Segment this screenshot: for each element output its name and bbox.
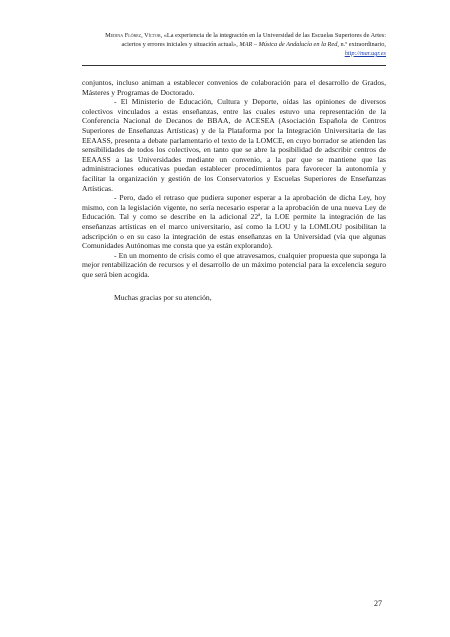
header-author: Medina Flórez, Víctor, — [105, 32, 163, 39]
header-issue: n.º extraordinario, — [338, 40, 386, 48]
page-number: 27 — [374, 599, 382, 608]
header-divider — [82, 65, 386, 66]
paragraph-1: conjuntos, incluso animan a establecer convenios de colaboración para el desarrollo de Grados, Másteres y Programas de Doctorado. — [82, 78, 386, 97]
closing-line: Muchas gracias por su atención, — [114, 293, 212, 303]
header-citation: «La experiencia de la integración en la Universidad de las Escuelas Superiores de Artes: aciertos y errores iniciales y situación actual», — [121, 32, 386, 48]
header-journal: MAR – Música de Andalucía en la Red, — [237, 40, 339, 48]
paragraph-4: - En un momento de crisis como el que atravesamos, cualquier propuesta que suponga la mejor rentabilización de recursos y el desarrollo de un máximo potencial para la excelencia seguro que será bien acogida. — [82, 250, 386, 279]
paragraph-2: - El Ministerio de Educación, Cultura y Deporte, oídas las opiniones de diversos colectivos vinculados a estas enseñanzas, entre las cuales estuvo una representación de la Conferencia Nacional de Decanos de BBAA, de ACESEA (Asociación Española de Centros Superiores de Enseñanzas Artísticas) y de la Plataforma por la Integración Universitaria de las EEAASS, presenta a debate parlamentario el texto de la LOMCE, en cuyo borrador se atienden las sensibilidades de todos los colectivos, en tanto que se abre la posibilidad de adscribir centros de EEAASS a las Universidades mediante un convenio, a la par que se mantiene que las administraciones educativas puedan establecer procedimientos para favorecer la autonomía y facilitar la organización y gestión de los Conservatorios y Escuelas Superiores de Enseñanzas Artísticas. — [82, 97, 386, 193]
body-text — [82, 78, 386, 303]
paragraph-3: - Pero, dado el retraso que pudiera suponer esperar a la aprobación de dicha Ley, hoy mismo, con la legislación vigente, no sería necesario esperar a la aprobación de una nueva Ley de Educación. Tal y como se describe en la adicional 22ª, la LOE permite la integración de las enseñanzas artísticas en el marco universitario, así como la LOU y la LOMLOU posibilitan la adscripción o en su caso la integración de estas enseñanzas en la Universidad (vía que algunas Comunidades Autónomas me consta que ya están explorando). — [82, 193, 386, 251]
header-link[interactable]: http://mar.ugr.es — [344, 49, 386, 57]
running-header — [90, 32, 386, 59]
